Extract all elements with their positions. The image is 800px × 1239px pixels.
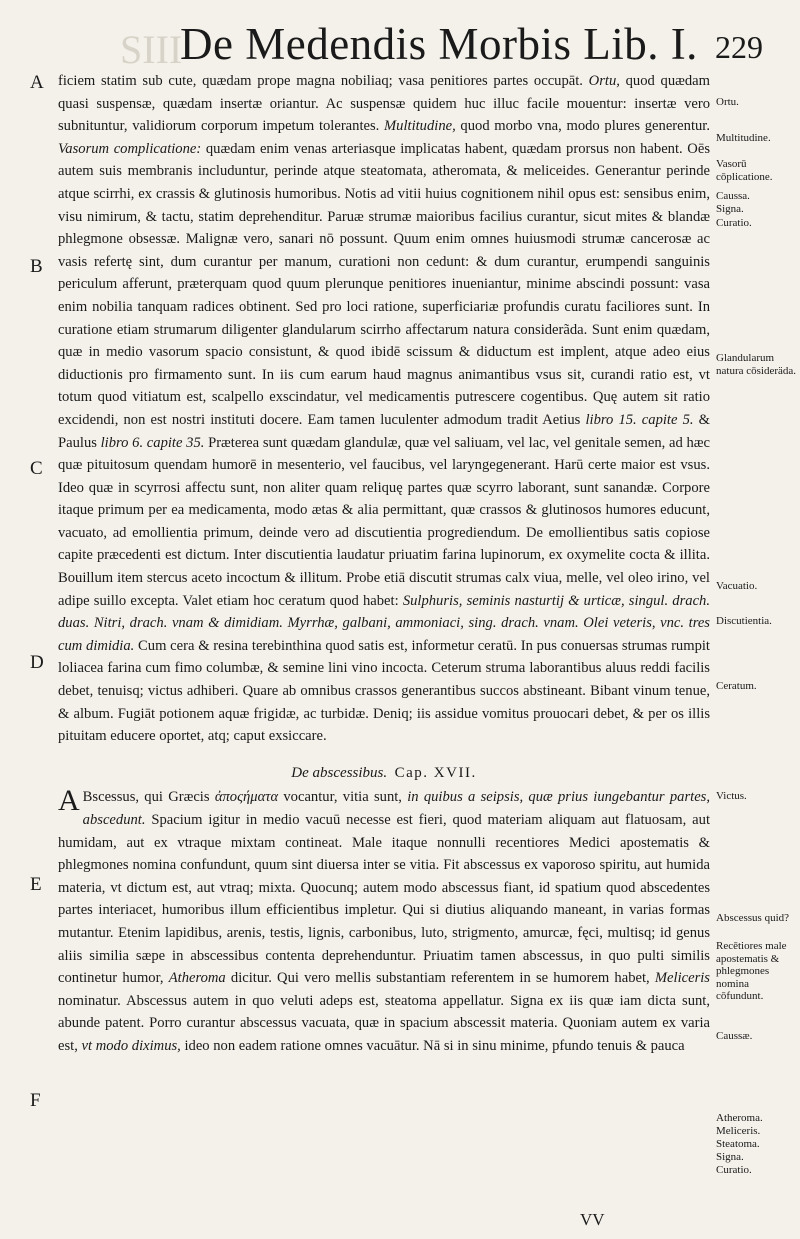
italic-term: Multitudine,	[384, 118, 456, 135]
margin-note: Glandularum natura cōsideräda.	[716, 352, 797, 377]
margin-letter-c: C	[30, 458, 43, 479]
margin-note: Vasorū cōplicatione.	[716, 158, 773, 183]
margin-letter-d: D	[30, 652, 44, 673]
italic-term: Vasorum complicatione:	[58, 140, 202, 157]
text-run: Bscessus, qui Græcis	[82, 789, 215, 806]
citation: libro 15. capite 5.	[585, 411, 694, 428]
text-run: & Paulus	[58, 411, 710, 451]
italic-definition: in quibus a seipsis, quæ prius iungebantur partes, abscedunt.	[82, 789, 710, 828]
text-run: ideo non eadem ratione omnes vacuātur. Nā si in sinu minime, pfundo tenuis & pauca	[180, 1037, 685, 1054]
paragraph-abscessus	[58, 786, 710, 1057]
text-run: quod quædam quasi suspensæ, quædam insertæ oriantur. Ac suspensæ quidem huc illuc facile mouentur: insertæ vero subnituntur, validiorum corporum impetum tolerantes.	[58, 73, 710, 135]
margin-letter-b: B	[30, 256, 43, 277]
margin-note: Signa.	[716, 203, 744, 215]
drop-cap: A	[58, 784, 80, 818]
paragraph-strumae	[58, 70, 710, 748]
text-run: dicitur. Qui vero mellis substantiam referentem in se humorem habet,	[225, 970, 655, 987]
recipe: Sulphuris, seminis nasturtij & urticæ, singul. drach. duas. Nitri, drach. vnam & dimidiam. Myrrhæ, galbani, ammoniaci, sing. drach. vnam. Olei veteris, vnc. tres cum dimidia.	[58, 592, 710, 654]
margin-note: Victus.	[716, 790, 747, 802]
page-title: De Medendis Morbis Lib. I.	[180, 19, 698, 69]
greek-term: ἀποςήματα	[214, 789, 279, 806]
margin-note: Ceratum.	[716, 680, 757, 692]
margin-note: Ortu.	[716, 96, 739, 108]
chapter-heading	[58, 762, 710, 785]
italic-term: Ortu,	[588, 73, 620, 89]
margin-note: Signa.	[716, 1151, 744, 1163]
citation: libro 6. capite 35.	[100, 434, 205, 451]
margin-note: Recētiores male apostematis & phlegmones nomina cōfundunt.	[716, 940, 787, 1002]
margin-note: Meliceris.	[716, 1125, 761, 1137]
margin-note: Vacuatio.	[716, 580, 758, 592]
italic-term: vt modo diximus,	[81, 1037, 181, 1054]
margin-note: Curatio.	[716, 217, 752, 229]
text-run: quod morbo vna, modo plures generentur.	[455, 118, 710, 135]
margin-letter-a: A	[30, 72, 44, 93]
text-run: Præterea sunt quædam glandulæ, quæ vel saliuam, vel lac, vel genitale semen, ad hæc quæ pituitosum quendam humorē in mesenterio, vel faucibus, vel laryngegenerant. Harū certe maior est vsus. Ideo quæ in scyrrosi affectu sunt, non aliter quam reliquę partes quæ scyrro laborant, sunt sanandæ. Corpore itaque primum per ea medicamenta, modo ætas & alia permittant, quæ crassos & glutinosos humores educunt, vacuato, ad emollientia primum, deinde vero ad discutientia progrediendum. De emollientibus satis copiose capite præcedenti est dictum. Inter discutientia laudatur priuatim farina lupinorum, ex oxymelite cocta & illita. Bouillum item stercus aceto incoctum & illitum. Probe etiā discutit strumas calx viua, melle, vel oleo irino, vel adipe suillo excepta. Valet etiam hoc ceratum quod habet:	[58, 434, 710, 609]
margin-note: Caussæ.	[716, 1030, 753, 1042]
italic-term: Atheroma	[168, 970, 226, 987]
margin-note: Curatio.	[716, 1164, 752, 1176]
margin-note: Abscessus quid?	[716, 912, 790, 924]
margin-note: Discutientia.	[716, 615, 772, 627]
text-run: nominatur. Abscessus autem in quo veluti adeps est, steatoma appellatur. Signa ex iis quæ iam dicta sunt, abunde patent. Porro curantur abscessus vacuata, quæ in spacium abscessit materia. Quoniam autem ex varia est,	[58, 992, 710, 1054]
margin-note: Steatoma.	[716, 1138, 760, 1150]
catchword: VV	[580, 1210, 605, 1229]
margin-note: Caussa.	[716, 190, 750, 202]
italic-term: Meliceris	[654, 970, 710, 987]
bleed-through-text: SIII	[120, 27, 183, 72]
text-run: Cum cera & resina terebinthina quod satis est, informetur ceratū. In pus conuersas strumas rumpit loliacea farina cum fimo columbæ, & semine lini vino incocta. Ceterum struma laborantibus aluus reddi facilis debet, tenuisq; victus adhiberi. Quare ab omnibus crassos generantibus succos abstineant. Bibant vinum tenue, & album. Fugiāt potionem aquæ frigidæ, ac turbidæ. Deniq; iis assidue vomitus prouocari debet, & per os illis pituitam educere oportet, atq; caput exsiccare.	[58, 637, 710, 745]
text-run: quædam enim venas arteriasque implicatas habent, quædam prorsus non habent. Oēs autem suis membranis includuntur, perinde atque steatomata, atheromata, & meliceides. Generantur perinde atque scirrhi, ex crassis & glutinosis humoribus. Notis ad vitii huius cognitionem nihil opus est: sensibus enim, visu nimirum, & tactu, statim deprehenditur. Paruæ strumæ maioribus facilius curantur, sicut mites & blandæ phlegmone obsessæ. Malignæ vero, sanari nō possunt. Quum enim omnes huiusmodi strumæ cancerosæ ac vasis refertę sint, dum curantur per manum, curationi non cedunt: & dum curantur, erumpendi sanguinis periculum afferunt, præterquam quod quum plerunque penitiores inueniantur, minime abscindi possunt: vasa enim nobilia tanquam radices obtinent. Sed pro loci ratione, superficiariæ profundis curatu faciliores sunt. In curatione etiam strumarum diligenter glandularum scirrho affectarum natura considerãda. Sunt enim quædam, quæ in medio vasorum spacio consistunt, & quod ibidē scissum & diductum est implent, atque adeo eius diductionis pro firmamento sunt. In iis cum earum haud magnus animantibus vsus sit, curandi ratio est, vt totum quod vitiatum est, scalpello exscindatur, vel medicamentis putrescere cogentibus. Quę autem sit ratio excidendi, non est nostri instituti docere. Eam tamen luculenter admodum tradit Aetius	[58, 140, 710, 428]
main-text	[58, 70, 710, 1058]
margin-note: Multitudine.	[716, 132, 771, 144]
running-header	[0, 14, 800, 74]
margin-letter-e: E	[30, 874, 42, 895]
margin-letter-f: F	[30, 1090, 41, 1111]
text-run: ficiem statim sub cute, quædam prope magna nobiliaq; vasa penitiores partes occupāt.	[58, 73, 589, 89]
text-run: vocantur, vitia sunt,	[278, 789, 408, 806]
margin-note: Atheroma.	[716, 1112, 763, 1124]
text-run: Spacium igitur in medio vacuū necesse est fieri, quod materiam aliquam aut flatuosam, aut humidam, aut ex vtraque mixtam contineat. Male itaque nonnulli recentiores Medici apostematis & phlegmones nomina confundunt, quum sint diuersa inter se vitia. Fit abscessus ex vaporoso spiritu, aut humida materia, vt dictum est, aut vtraq; mixta. Quocunq; autem modo abscessus fiant, id spatium quod abscedentes partes interiacet, humoribus illum efficientibus impletur. Qui si diutius aliquando maneant, in varias formas mutantur. Etenim lapidibus, arenis, testis, lignis, carbonibus, luto, strigmento, amurcæ, fęci, multisq; id genus aliis similia sæpe in abscessibus contenta deprehenduntur. Priuatim tamen abscessus, in quo pulti similis continetur humor,	[58, 812, 710, 987]
chapter-number: Cap. XVII.	[394, 764, 477, 781]
page-number: 229	[715, 29, 763, 65]
chapter-title: De abscessibus.	[291, 764, 388, 781]
